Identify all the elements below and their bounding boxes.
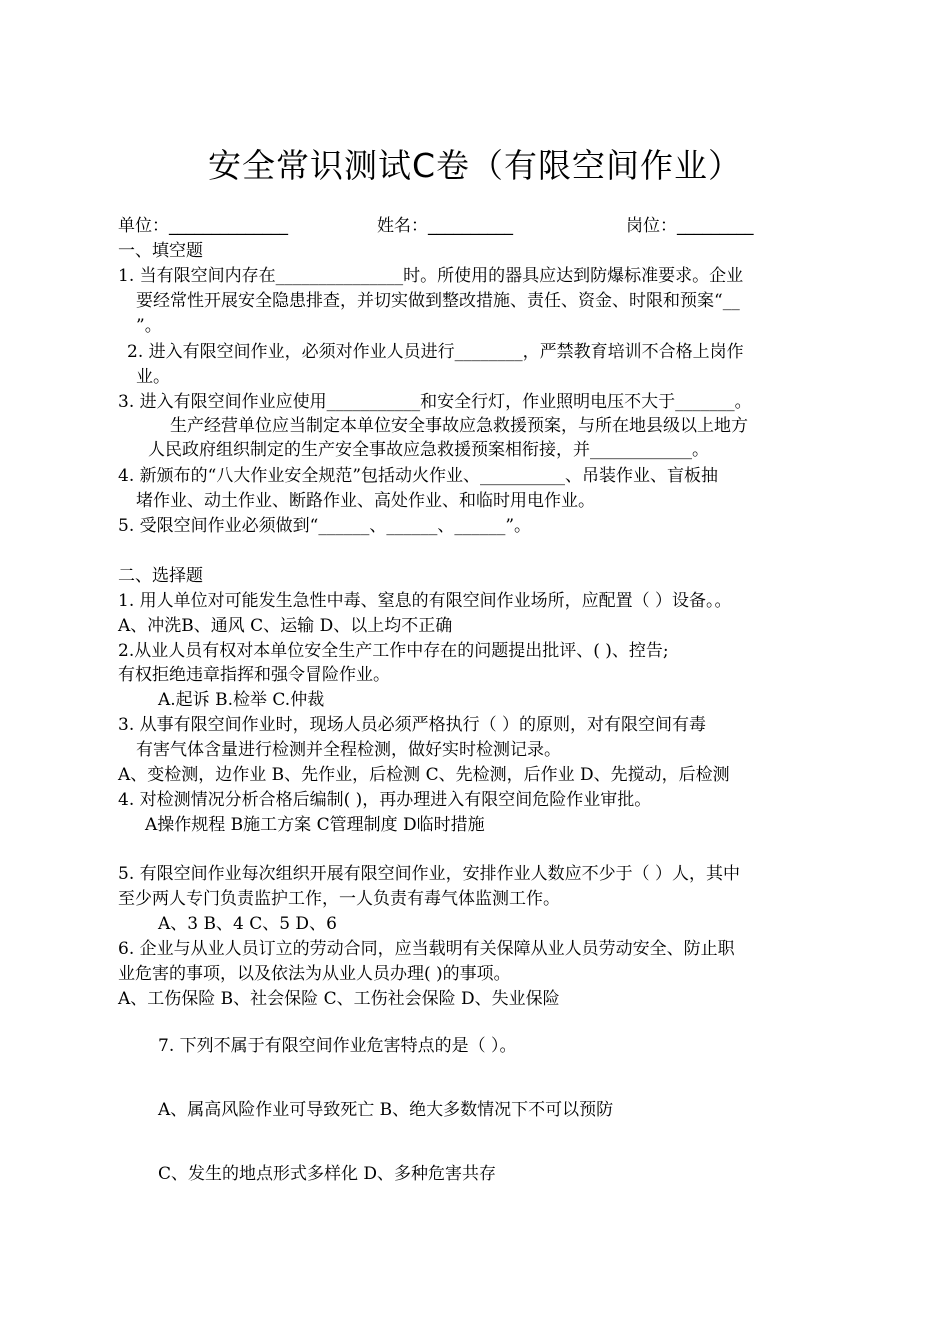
text-line: 7. 下列不属于有限空间作业危害特点的是（ ）。 xyxy=(158,1036,517,1056)
text-line: 2.从业人员有权对本单位安全生产工作中存在的问题提出批评、( )、控告; xyxy=(118,641,669,661)
text-line: 5. 有限空间作业每次组织开展有限空间作业，安排作业人数应不少于（ ）人，其中 xyxy=(118,864,741,884)
text-line: ”。 xyxy=(136,316,162,336)
section-heading: 二、选择题 xyxy=(118,566,203,586)
unit-field: 单位：______________ xyxy=(118,216,288,236)
text-line: 业危害的事项，以及依法为从业人员办理( )的事项。 xyxy=(118,964,511,984)
text-line: 生产经营单位应当制定本单位安全事故应急救援预案，与所在地县级以上地方 xyxy=(170,416,748,436)
text-line: A、工伤保险 B、社会保险 C、工伤社会保险 D、失业保险 xyxy=(118,989,560,1009)
text-line: 1. 用人单位对可能发生急性中毒、窒息的有限空间作业场所，应配置（ ）设备。。 xyxy=(118,591,732,611)
text-line: A、冲洗B、通风 C、运输 D、以上均不正确 xyxy=(118,616,453,636)
text-line: A、属高风险作业可导致死亡 B、绝大多数情况下不可以预防 xyxy=(158,1100,614,1120)
text-line: 要经常性开展安全隐患排查，并切实做到整改措施、责任、资金、时限和预案“__ xyxy=(136,291,740,311)
text-line: 业。 xyxy=(136,367,170,387)
text-line: A.起诉 B.检举 C.仲裁 xyxy=(158,690,325,710)
text-line: 3. 进入有限空间作业应使用___________和安全行灯，作业照明电压不大于_______。 xyxy=(118,392,752,412)
text-line: 至少两人专门负责监护工作，一人负责有毒气体监测工作。 xyxy=(118,889,560,909)
section-heading: 一、填空题 xyxy=(118,241,203,261)
text-line: 2. 进入有限空间作业，必须对作业人员进行________，严禁教育培训不合格上岗作 xyxy=(127,342,744,362)
text-line: A、3 B、4 C、5 D、6 xyxy=(158,914,337,934)
text-line: 有害气体含量进行检测并全程检测，做好实时检测记录。 xyxy=(136,740,561,760)
text-line: 6. 企业与从业人员订立的劳动合同，应当载明有关保障从业人员劳动安全、防止职 xyxy=(118,939,735,959)
post-field: 岗位：_________ xyxy=(626,216,754,236)
text-line: 有权拒绝违章指挥和强令冒险作业。 xyxy=(118,665,390,685)
text-line: 3. 从事有限空间作业时，现场人员必须严格执行（ ）的原则，对有限空间有毒 xyxy=(118,715,707,735)
text-line: 4. 新颁布的“八大作业安全规范”包括动火作业、__________、吊装作业、盲板抽 xyxy=(118,466,719,486)
text-line: C、发生的地点形式多样化 D、多种危害共存 xyxy=(158,1164,497,1184)
text-line: A操作规程 B施工方案 C管理制度 D临时措施 xyxy=(145,815,485,835)
text-line: 5. 受限空间作业必须做到“______、______、______”。 xyxy=(118,516,532,536)
text-line: 堵作业、动土作业、断路作业、高处作业、和临时用电作业。 xyxy=(136,491,595,511)
text-line: A、变检测，边作业 B、先作业，后检测 C、先检测，后作业 D、先搅动，后检测 xyxy=(118,765,730,785)
text-line: 4. 对检测情况分析合格后编制( )，再办理进入有限空间危险作业审批。 xyxy=(118,790,652,810)
text-line: 人民政府组织制定的生产安全事故应急救援预案相衔接，并____________。 xyxy=(148,440,709,460)
text-line: 1. 当有限空间内存在_______________时。所使用的器具应达到防爆标准要求。企业 xyxy=(118,266,744,286)
page-title: 安全常识测试C卷（有限空间作业） xyxy=(207,146,743,185)
name-field: 姓名：__________ xyxy=(377,216,513,236)
